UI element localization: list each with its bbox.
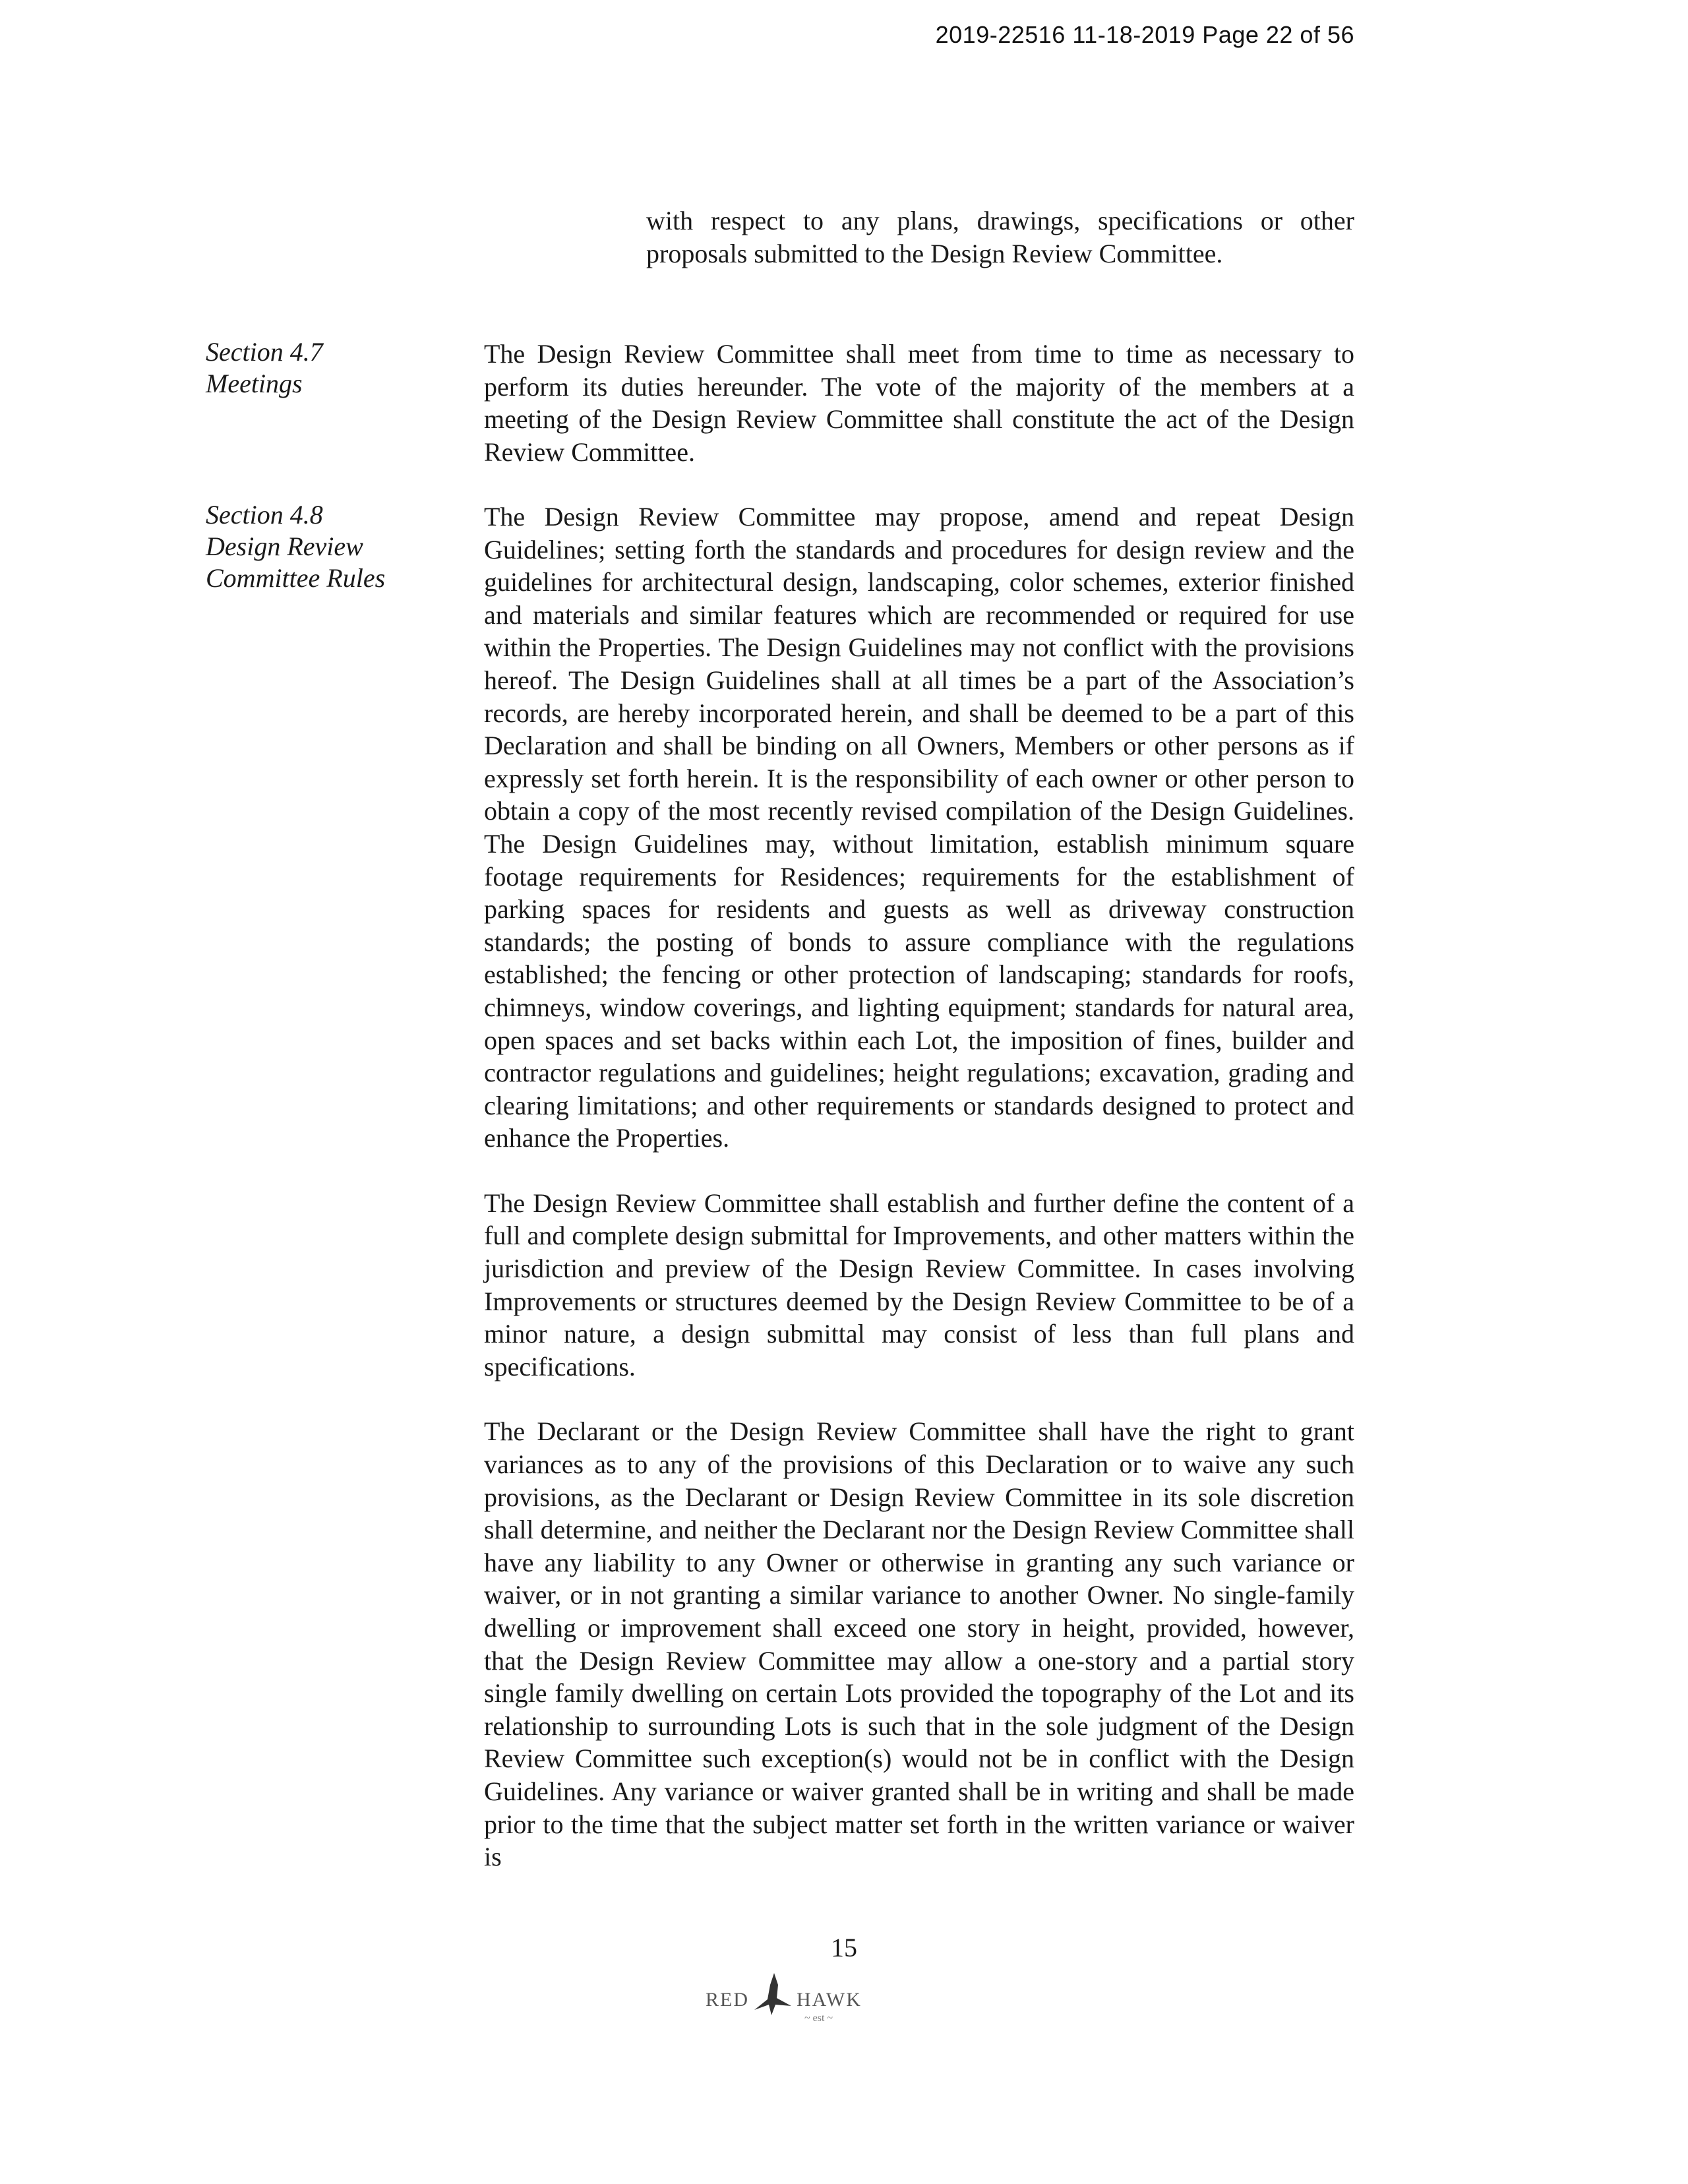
document-header: 2019-22516 11-18-2019 Page 22 of 56	[935, 21, 1354, 48]
continued-paragraph: with respect to any plans, drawings, specifications or other proposals submitted to the Design Review Committee.	[646, 206, 1354, 268]
section-title-line-1: Design Review	[206, 531, 363, 561]
section-4-7-body	[484, 338, 1354, 501]
section-4-8-body	[484, 501, 1354, 1906]
page-number: 15	[831, 1933, 857, 1962]
logo-tagline: ~ est ~	[804, 2013, 833, 2024]
section-title: Meetings	[206, 369, 303, 398]
section-number: Section 4.8	[206, 500, 323, 530]
paragraph: The Design Review Committee shall establish and further define the content of a full and complete design submittal for Improvements, and other matters within the jurisdiction and preview of the Design Review Committee. In cases involving Improvements or structures deemed by the Design Review Committee to be of a minor nature, a design submittal may consist of less than full plans and specifications.	[484, 1188, 1354, 1381]
paragraph: The Design Review Committee shall meet from time to time as necessary to perform its duties hereunder. The vote of the majority of the members at a meeting of the Design Review Committee shall constitute the act of the Design Review Committee.	[484, 339, 1354, 467]
paragraph: The Design Review Committee may propose, amend and repeat Design Guidelines; setting forth the standards and procedures for design review and the guidelines for architectural design, landscaping, color schemes, exterior finished and materials and similar features which are recommended or required for use within the Properties. The Design Guidelines may not conflict with the provisions hereof. The Design Guidelines shall at all times be a part of the Association’s records, are hereby incorporated herein, and shall be deemed to be a part of this Declaration and shall be binding on all Owners, Members or other persons as if expressly set forth herein. It is the responsibility of each owner or other person to obtain a copy of the most recently revised compilation of the Design Guidelines. The Design Guidelines may, without limitation, establish minimum square footage requirements for Residences; requirements for the establishment of parking spaces for residents and guests as well as driveway construction standards; the posting of bonds to assure compliance with the regulations established; the fencing or other protection of landscaping; standards for roofs, chimneys, window coverings, and lighting equipment; standards for natural area, open spaces and set backs within each Lot, the imposition of fines, builder and contractor regulations and guidelines; height regulations; excavation, grading and clearing limitations; and other requirements or standards designed to protect and enhance the Properties.	[484, 502, 1354, 1153]
red-hawk-logo	[706, 1972, 870, 2024]
section-number: Section 4.7	[206, 337, 323, 367]
section-4-7-label	[206, 336, 423, 400]
section-4-8-label	[206, 499, 423, 594]
paragraph: The Declarant or the Design Review Committee shall have the right to grant variances as to any of the provisions of this Declaration or to waive any such provisions, as the Declarant or Design Review Committee in its sole discretion shall determine, and neither the Declarant nor the Design Review Committee shall have any liability to any Owner or otherwise in granting any such variance or waiver, or in not granting a similar variance to another Owner. No single-family dwelling or improvement shall exceed one story in height, provided, however, that the Design Review Committee may allow a one-story and a partial story single family dwelling on certain Lots provided the topography of the Lot and its relationship to surrounding Lots is such that in the sole judgment of the Design Review Committee such exception(s) would not be in conflict with the Design Guidelines. Any variance or waiver granted shall be in writing and shall be made prior to the time that the subject matter set forth in the written variance or waiver is	[484, 1416, 1354, 1872]
hawk-icon	[752, 1972, 798, 2018]
logo-text-right: HAWK	[797, 1989, 862, 2011]
logo-text-left: RED	[706, 1989, 749, 2011]
section-title-line-2: Committee Rules	[206, 563, 386, 593]
